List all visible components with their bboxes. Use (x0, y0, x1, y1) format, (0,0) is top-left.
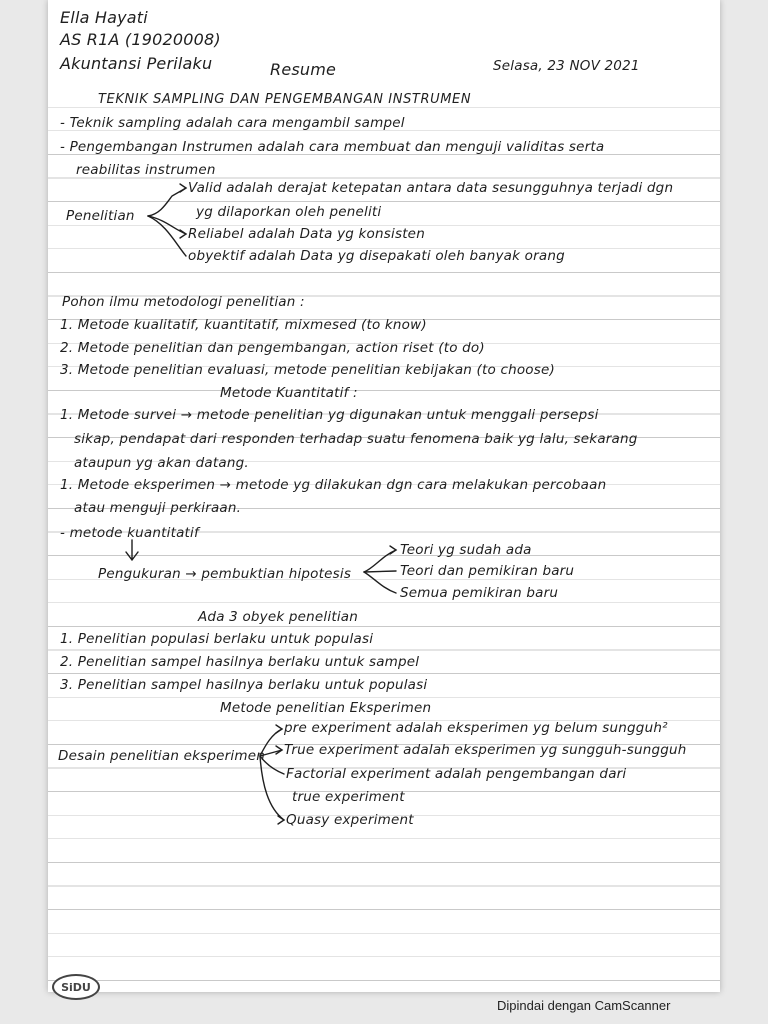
course-name: Akuntansi Perilaku (60, 54, 213, 73)
eksperimen-arrow-2 (276, 746, 282, 754)
teori-2: Teori dan pemikiran baru (400, 563, 575, 579)
kuantitatif2-label: - metode kuantitatif (60, 525, 199, 541)
obyektif-definition: obyektif adalah Data yg disepakati oleh banyak orang (188, 248, 565, 264)
kuantitatif-heading: Metode Kuantitatif : (220, 385, 358, 401)
hipotesis-arrow (390, 546, 396, 554)
penelitian-brace-low (148, 216, 186, 256)
author-name: Ella Hayati (60, 8, 148, 27)
doc-type: Resume (270, 60, 337, 79)
scanner-watermark: Dipindai dengan CamScanner (497, 998, 671, 1013)
pengukuran-text: Pengukuran → pembuktian hipotesis (98, 566, 352, 582)
hipotesis-brace-low (364, 572, 396, 593)
teori-1: Teori yg sudah ada (400, 542, 532, 558)
desain-label: Desain penelitian eksperimen (58, 748, 265, 764)
eksperimen-line-1: 1. Metode eksperimen → metode yg dilakukan dgn cara melakukan percobaan (60, 477, 607, 493)
eksperimen-brace-3 (260, 756, 284, 774)
intro-line-2: - Pengembangan Instrumen adalah cara membuat dan menguji validitas serta (60, 139, 605, 155)
obyek-item-2: 2. Penelitian sampel hasilnya berlaku untuk sampel (60, 654, 420, 670)
class-id: AS R1A (19020008) (60, 30, 221, 49)
notebook-page (48, 0, 720, 992)
eksperimen-brace-4 (260, 756, 284, 820)
penelitian-label: Penelitian (66, 208, 135, 224)
kuantitatif-down-arrow (126, 540, 138, 560)
quasy-experiment: Quasy experiment (286, 812, 414, 828)
survei-line-2: sikap, pendapat dari responden terhadap suatu fenomena baik yg lalu, sekarang (74, 431, 638, 447)
pohon-item-3: 3. Metode penelitian evaluasi, metode penelitian kebijakan (to choose) (60, 362, 555, 378)
obyek-item-1: 1. Penelitian populasi berlaku untuk populasi (60, 631, 374, 647)
intro-line-3: reabilitas instrumen (76, 162, 216, 178)
valid-definition: Valid adalah derajat ketepatan antara data sesungguhnya terjadi dgn (188, 180, 674, 196)
obyek-heading: Ada 3 obyek penelitian (198, 609, 358, 625)
hipotesis-brace-mid (364, 571, 396, 572)
pohon-heading: Pohon ilmu metodologi penelitian : (62, 294, 305, 310)
brace-arrows (48, 0, 720, 992)
page-title: TEKNIK SAMPLING DAN PENGEMBANGAN INSTRUMEN (98, 92, 472, 107)
penelitian-arrow-1 (180, 184, 186, 192)
valid-definition-cont: yg dilaporkan oleh peneliti (196, 204, 382, 220)
penelitian-arrow-2 (180, 230, 186, 238)
eksperimen-line-2: atau menguji perkiraan. (74, 500, 242, 516)
factorial-experiment: Factorial experiment adalah pengembangan dari (286, 766, 627, 782)
eksperimen-arrow-4 (278, 816, 284, 824)
survei-line-1: 1. Metode survei → metode penelitian yg digunakan untuk menggali persepsi (60, 407, 599, 423)
obyek-item-3: 3. Penelitian sampel hasilnya berlaku untuk populasi (60, 677, 428, 693)
teori-3: Semua pemikiran baru (400, 585, 559, 601)
intro-line-1: - Teknik sampling adalah cara mengambil sampel (60, 115, 405, 131)
note-date: Selasa, 23 NOV 2021 (493, 58, 640, 74)
factorial-experiment-cont: true experiment (292, 789, 405, 805)
survei-line-3: ataupun yg akan datang. (74, 455, 249, 471)
pohon-item-1: 1. Metode kualitatif, kuantitatif, mixmesed (to know) (60, 317, 427, 333)
true-experiment: True experiment adalah eksperimen yg sungguh-sungguh (284, 742, 687, 758)
reliabel-definition: Reliabel adalah Data yg konsisten (188, 226, 425, 242)
pre-experiment: pre experiment adalah eksperimen yg belum sungguh² (284, 720, 668, 736)
notebook-brand-logo: SiDU (52, 974, 100, 1000)
eksperimen-heading: Metode penelitian Eksperimen (220, 700, 432, 716)
eksperimen-arrow-1 (276, 725, 282, 733)
pohon-item-2: 2. Metode penelitian dan pengembangan, action riset (to do) (60, 340, 485, 356)
